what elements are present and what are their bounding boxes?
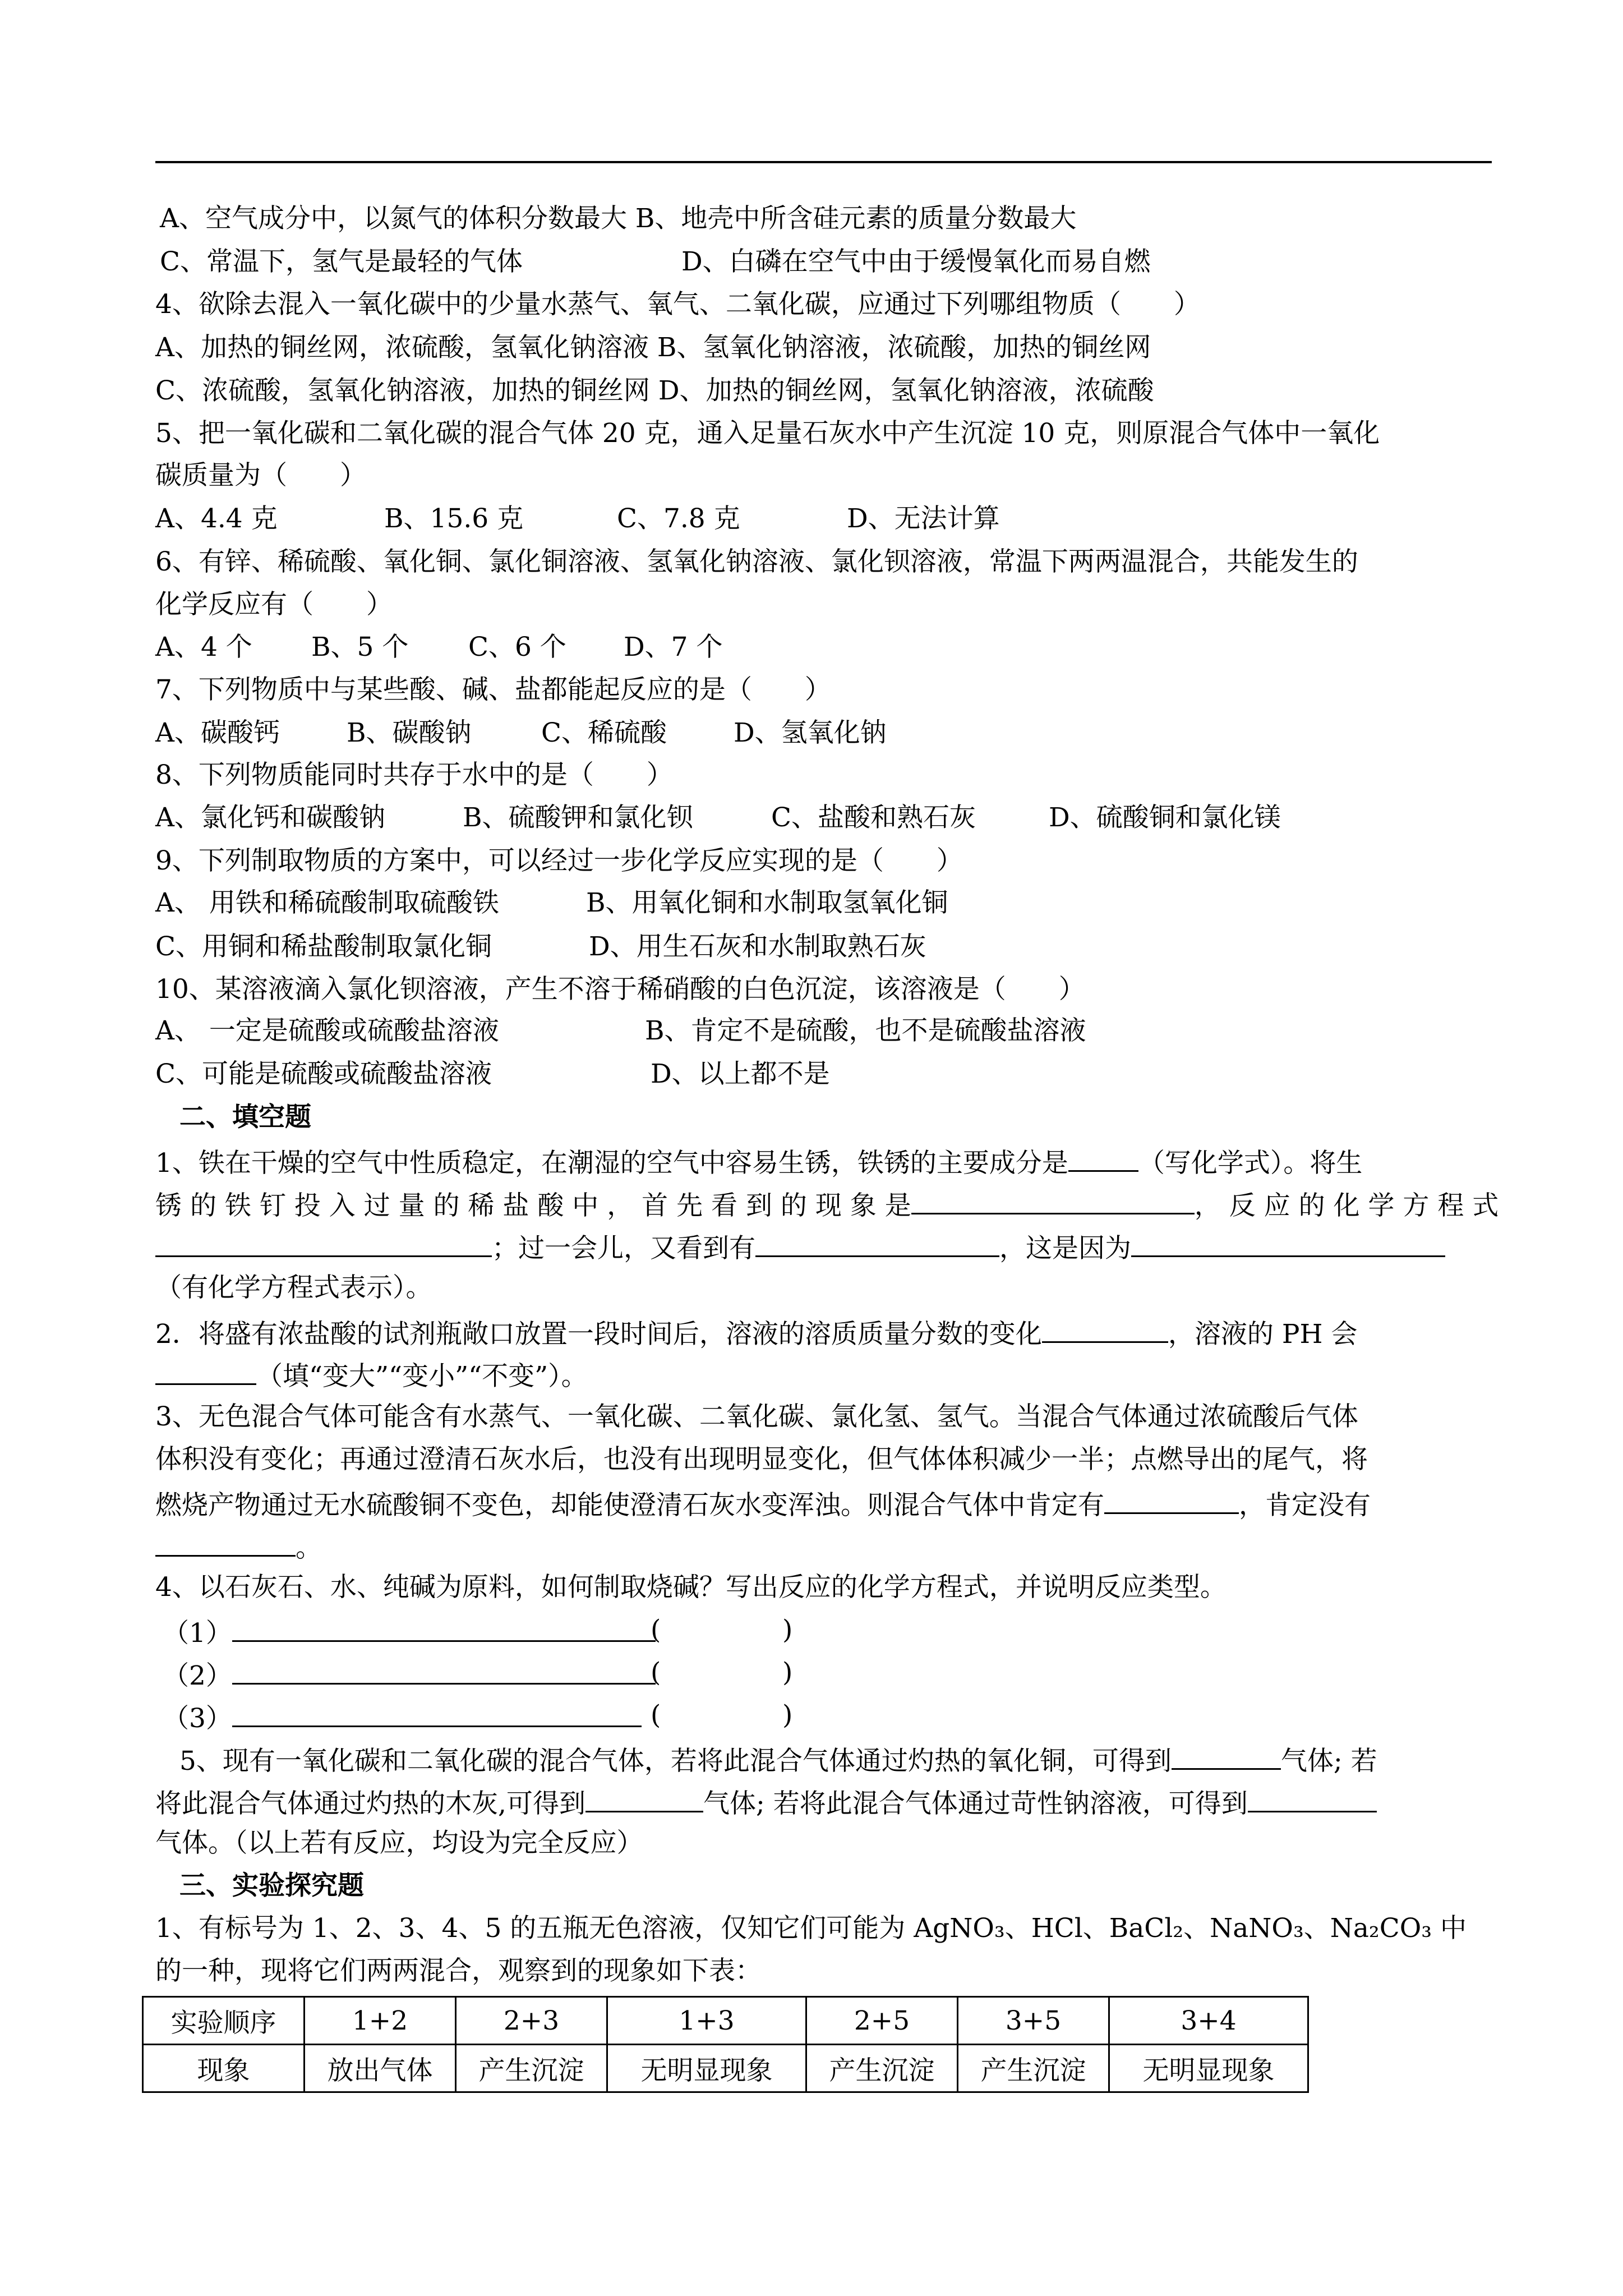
section-heading-fill-in: 二、填空题 <box>179 1102 311 1133</box>
q8-stem: 8、下列物质能同时共存于水中的是（ ） <box>155 760 673 790</box>
fill5-line1: 5、现有一氧化碳和二氧化碳的混合气体，若将此混合气体通过灼热的氧化铜，可得到 气体; 若 <box>179 1741 1525 1778</box>
fill2-line1: 2．将盛有浓盐酸的试剂瓶敞口放置一段时间后，溶液的溶质质量分数的变化 ，溶液的 PH 会 <box>155 1314 1501 1351</box>
q7-option-a: A、碳酸钙 <box>155 717 280 748</box>
table-cell: 无明显现象 <box>607 2045 806 2092</box>
fill5-blank-naoh[interactable] <box>1248 1784 1377 1812</box>
fill4-item-3: （3） ( ) <box>163 1700 793 1734</box>
fill3-line2: 体积没有变化；再通过澄清石灰水后，也没有出现明显变化，但气体体积减少一半；点燃导出的尾气，将 <box>155 1444 1368 1475</box>
q8-option-d: D、硫酸铜和氯化镁 <box>1049 802 1281 833</box>
fill3-line3: 燃烧产物通过无水硫酸铜不变色，却能使澄清石灰水变浑浊。则混合气体中肯定有 ，肯定没有 <box>155 1485 1501 1522</box>
table-cell: 2+3 <box>456 1997 607 2045</box>
table-cell: 3+5 <box>958 1997 1109 2045</box>
fill4-blank-1[interactable] <box>232 1613 656 1642</box>
fill5-blank-charcoal[interactable] <box>585 1784 703 1812</box>
fill2-blank-ph[interactable] <box>155 1356 256 1385</box>
table-cell: 现象 <box>143 2045 305 2092</box>
q7-option-d: D、氢氧化钠 <box>734 717 887 748</box>
table-row <box>143 2045 1308 2092</box>
q6-option-a: A、4 个 <box>155 632 252 662</box>
fill1-blank-observation[interactable] <box>755 1228 999 1257</box>
exp1-line1: 1、有标号为 1、2、3、4、5 的五瓶无色溶液，仅知它们可能为 AgNO₃、HCl、BaCl₂、NaNO₃、Na₂CO₃ 中 <box>155 1913 1467 1944</box>
q6-option-b: B、5 个 <box>311 632 409 662</box>
table-cell: 2+5 <box>806 1997 958 2045</box>
fill4-blank-3[interactable] <box>232 1699 642 1727</box>
table-cell: 实验顺序 <box>143 1997 305 2045</box>
q9-option-d: D、用生石灰和水制取熟石灰 <box>589 931 926 962</box>
q5-option-c: C、7.8 克 <box>617 503 740 534</box>
q10-option-a: A、 一定是硫酸或硫酸盐溶液 <box>155 1015 499 1046</box>
table-header-row <box>143 1997 1308 2045</box>
fill4-item-2: （2） ( ) <box>163 1657 793 1691</box>
q7-option-b: B、碳酸钠 <box>347 717 472 748</box>
fill4-stem: 4、以石灰石、水、纯碱为原料，如何制取烧碱？写出反应的化学方程式，并说明反应类型。 <box>155 1572 1227 1603</box>
q6-option-d: D、7 个 <box>624 632 723 662</box>
fill4-item-1: （1） ( ) <box>163 1614 793 1649</box>
fill3-line4: 。 <box>155 1528 1501 1565</box>
fill1-blank-reason[interactable] <box>1131 1228 1445 1257</box>
q5-stem-line1: 5、把一氧化碳和二氧化碳的混合气体 20 克，通入足量石灰水中产生沉淀 10 克，则原混合气体中一氧化 <box>155 418 1380 449</box>
q7-option-c: C、稀硫酸 <box>541 717 667 748</box>
q9-option-b: B、用氧化铜和水制取氢氧化铜 <box>586 887 948 918</box>
q5-option-d: D、无法计算 <box>847 503 1000 534</box>
table-cell: 产生沉淀 <box>456 2045 607 2092</box>
q7-stem: 7、下列物质中与某些酸、碱、盐都能起反应的是（ ） <box>155 674 831 705</box>
table-cell: 产生沉淀 <box>958 2045 1109 2092</box>
q3-option-d: D、白磷在空气中由于缓慢氧化而易自燃 <box>681 246 1151 277</box>
table-cell: 1+3 <box>607 1997 806 2045</box>
q10-option-c: C、可能是硫酸或硫酸盐溶液 <box>155 1059 492 1089</box>
q5-option-b: B、15.6 克 <box>384 503 524 534</box>
q4-stem: 4、欲除去混入一氧化碳中的少量水蒸气、氧气、二氧化碳，应通过下列哪组物质（ ） <box>155 289 1200 320</box>
fill1-blank-phenomenon[interactable] <box>911 1186 1195 1214</box>
exp1-line2: 的一种，现将它们两两混合，观察到的现象如下表： <box>155 1955 762 1986</box>
fill1-blank-equation[interactable] <box>155 1228 492 1257</box>
q5-stem-line2: 碳质量为（ ） <box>155 460 366 491</box>
header-rule <box>155 161 1492 163</box>
table-cell: 产生沉淀 <box>806 2045 958 2092</box>
q8-option-a: A、氯化钙和碳酸钠 <box>155 802 385 833</box>
q8-option-b: B、硫酸钾和氯化钡 <box>463 802 693 833</box>
fill1-line3: ；过一会儿，又看到有 ，这是因为 <box>155 1228 1501 1266</box>
fill1-line4: （有化学方程式表示）。 <box>155 1272 432 1303</box>
q3-option-c: C、常温下，氢气是最轻的气体 <box>160 246 523 277</box>
table-cell: 放出气体 <box>305 2045 456 2092</box>
q9-stem: 9、下列制取物质的方案中，可以经过一步化学反应实现的是（ ） <box>155 845 963 876</box>
fill1-line2: 锈 的 铁 钉 投 入 过 量 的 稀 盐 酸 中 ， 首 先 看 到 的 现 象 是 ， 反 应 的 化 学 方 程 式 <box>155 1186 1501 1223</box>
table-cell: 无明显现象 <box>1109 2045 1308 2092</box>
table-cell: 1+2 <box>305 1997 456 2045</box>
fill2-blank-change[interactable] <box>1042 1314 1168 1343</box>
fill3-blank-present[interactable] <box>1104 1485 1239 1514</box>
fill3-line1: 3、无色混合气体可能含有水蒸气、一氧化碳、二氧化碳、氯化氢、氢气。当混合气体通过浓硫酸后气体 <box>155 1401 1358 1432</box>
q8-option-c: C、盐酸和熟石灰 <box>771 802 976 833</box>
q9-option-c: C、用铜和稀盐酸制取氯化铜 <box>155 931 492 962</box>
q6-stem-line2: 化学反应有（ ） <box>155 589 393 620</box>
fill1-blank-formula[interactable] <box>1068 1143 1138 1172</box>
fill3-blank-absent[interactable] <box>155 1528 296 1557</box>
q10-option-d: D、以上都不是 <box>651 1059 830 1089</box>
q4-option-ab: A、加热的铜丝网，浓硫酸，氢氧化钠溶液 B、氢氧化钠溶液，浓硫酸，加热的铜丝网 <box>155 332 1151 363</box>
q3-option-ab: A、空气成分中，以氮气的体积分数最大 B、地壳中所含硅元素的质量分数最大 <box>160 203 1077 234</box>
q4-option-cd: C、浓硫酸，氢氧化钠溶液，加热的铜丝网 D、加热的铜丝网，氢氧化钠溶液，浓硫酸 <box>155 375 1154 406</box>
fill5-line3: 气体。（以上若有反应，均设为完全反应） <box>155 1828 643 1858</box>
fill5-blank-cuo[interactable] <box>1172 1741 1281 1770</box>
fill5-line2: 将此混合气体通过灼热的木灰,可得到 气体; 若将此混合气体通过苛性钠溶液，可得到 <box>155 1784 1501 1821</box>
q10-stem: 10、某溶液滴入氯化钡溶液，产生不溶于稀硝酸的白色沉淀，该溶液是（ ） <box>155 974 1085 1005</box>
fill1-line1: 1、铁在干燥的空气中性质稳定，在潮湿的空气中容易生锈，铁锈的主要成分是 （写化学式）。将生 <box>155 1143 1501 1180</box>
fill2-line2: （填“变大”“变小”“不变”）。 <box>155 1356 1501 1393</box>
fill4-blank-2[interactable] <box>232 1656 656 1685</box>
observation-table <box>142 1996 1309 2093</box>
q6-option-c: C、6 个 <box>468 632 566 662</box>
q10-option-b: B、肯定不是硫酸，也不是硫酸盐溶液 <box>645 1015 1086 1046</box>
section-heading-experiment: 三、实验探究题 <box>179 1870 364 1901</box>
q9-option-a: A、 用铁和稀硫酸制取硫酸铁 <box>155 887 499 918</box>
table-cell: 3+4 <box>1109 1997 1308 2045</box>
q6-stem-line1: 6、有锌、稀硫酸、氧化铜、氯化铜溶液、氢氧化钠溶液、氯化钡溶液，常温下两两温混合，共能发生的 <box>155 546 1358 577</box>
q5-option-a: A、4.4 克 <box>155 503 278 534</box>
